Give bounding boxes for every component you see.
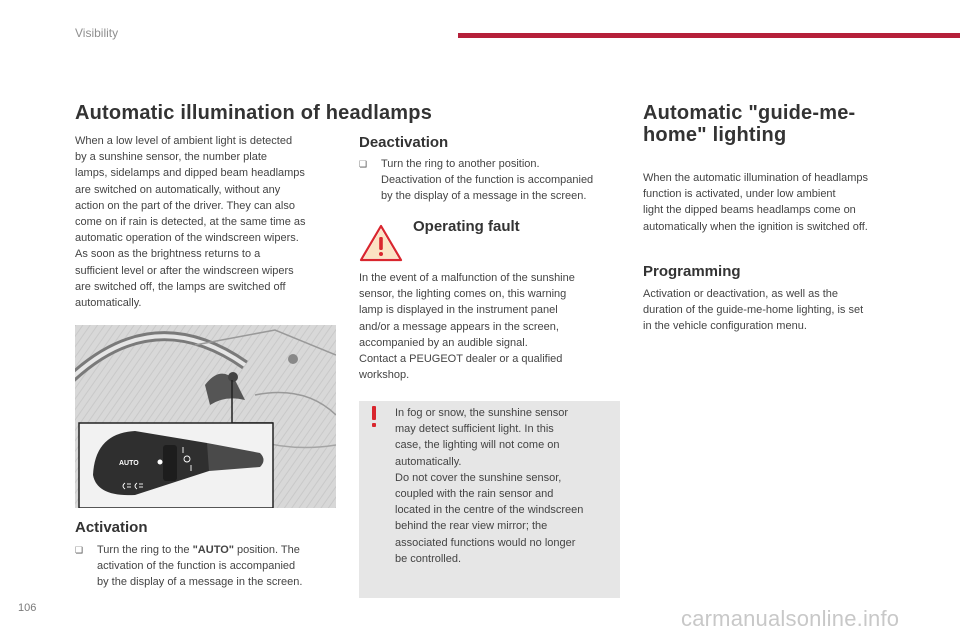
text-line: [97, 542, 340, 558]
operating-fault-paragraph: [359, 270, 624, 383]
text-line: Activation or deactivation, as well as the: [643, 288, 839, 300]
title-line: Automatic "guide-me-: [643, 102, 856, 124]
activation-heading: Activation: [75, 519, 148, 536]
text-line: are switched on automatically, without any: [75, 183, 281, 196]
text-line: sufficient level or after the windscreen wipers: [75, 264, 294, 277]
activation-text: position. The: [234, 544, 300, 556]
text-line: automatically.: [75, 297, 142, 310]
exclamation-icon: [369, 406, 379, 428]
text-line: may detect sufficient light. In this: [395, 423, 554, 436]
dashboard-drawing: [75, 325, 336, 508]
text-line: and/or a message appears in the screen,: [359, 320, 559, 333]
warning-triangle-icon: [359, 224, 403, 262]
note-paragraph: [395, 405, 617, 567]
text-line: When the automatic illumination of headlamps: [643, 172, 869, 184]
operating-fault-heading: Operating fault: [413, 218, 520, 235]
text-line: light the dipped beams headlamps come on: [643, 204, 856, 217]
title-line: home" lighting: [643, 124, 787, 146]
text-line: Contact a PEUGEOT dealer or a qualified: [359, 353, 563, 366]
text-line: Turn the ring to another position.: [381, 158, 540, 170]
text-line: lamp is displayed in the instrument panel: [359, 304, 558, 317]
text-line: When a low level of ambient light is detected: [75, 135, 293, 147]
text-line: behind the rear view mirror; the: [395, 520, 548, 533]
text-line: located in the centre of the windscreen: [395, 504, 584, 517]
text-line: automatically.: [395, 455, 462, 468]
guide-me-home-title: [643, 102, 855, 146]
text-line: function is activated, under low ambient: [643, 188, 836, 201]
text-line: sensor, the lighting comes on, this warning: [359, 288, 567, 301]
text-line: by a sunshine sensor, the number plate: [75, 151, 268, 164]
activation-text: Turn the ring to the: [97, 544, 193, 556]
text-line: associated functions would no longer: [395, 536, 576, 549]
deactivation-heading: Deactivation: [359, 134, 449, 151]
auto-label: AUTO: [119, 460, 139, 467]
text-line: be controlled.: [395, 552, 462, 565]
watermark: carmanualsonline.info: [681, 606, 900, 631]
text-line: As soon as the brightness returns to a: [75, 248, 261, 261]
text-line: case, the lighting will not come on: [395, 439, 560, 452]
deactivation-paragraph: [359, 156, 624, 205]
checkbox-bullet-icon: ❏: [359, 159, 368, 169]
text-line: action on the part of the driver. They can also: [75, 199, 295, 212]
stalk-illustration: [75, 325, 336, 508]
text-line: In fog or snow, the sunshine sensor: [395, 407, 569, 419]
text-line: in the vehicle configuration menu.: [643, 320, 807, 333]
text-line: automatically when the ignition is switched off.: [643, 220, 868, 233]
header-accent-bar: [458, 33, 960, 38]
programming-paragraph: [643, 286, 913, 335]
checkbox-bullet-icon: ❏: [75, 545, 84, 555]
text-line: by the display of a message in the screen.: [381, 190, 587, 203]
page-title: Automatic illumination of headlamps: [75, 102, 433, 124]
text-line: automatic operation of the windscreen wipers.: [75, 232, 299, 245]
intro-paragraph: [75, 133, 345, 311]
activation-paragraph: [75, 542, 340, 591]
guide-me-home-paragraph: [643, 170, 913, 235]
text-line: accompanied by an audible signal.: [359, 336, 528, 349]
auto-position-label: "AUTO": [192, 544, 234, 556]
text-line: coupled with the rain sensor and: [395, 488, 554, 501]
text-line: are switched off, the lamps are switched off: [75, 280, 286, 293]
page-number: 106: [18, 602, 37, 614]
text-line: lamps, sidelamps and dipped beam headlamps: [75, 167, 305, 180]
programming-heading: Programming: [643, 263, 741, 280]
text-line: workshop.: [359, 369, 410, 382]
text-line: In the event of a malfunction of the sunshine: [359, 272, 575, 284]
text-line: Do not cover the sunshine sensor,: [395, 471, 562, 484]
text-line: Deactivation of the function is accompanied: [381, 174, 594, 187]
section-label: Visibility: [75, 26, 119, 40]
text-line: by the display of a message in the screen.: [97, 576, 303, 589]
text-line: come on if rain is detected, at the same time as: [75, 216, 306, 229]
text-line: activation of the function is accompanied: [97, 560, 296, 573]
text-line: duration of the guide-me-home lighting, is set: [643, 304, 864, 317]
